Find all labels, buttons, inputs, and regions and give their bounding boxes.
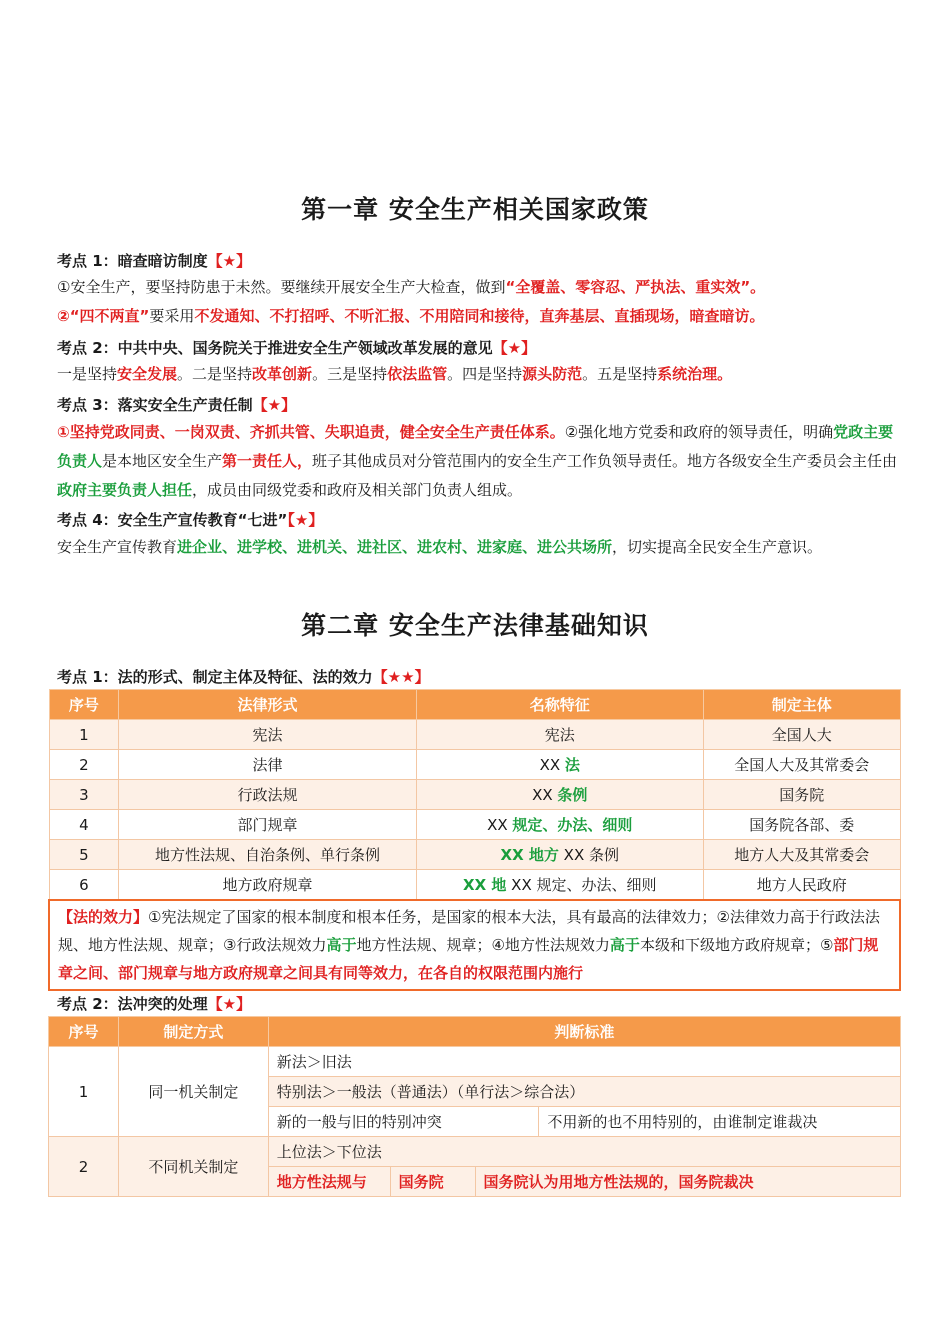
row-number: 2 [49, 1137, 119, 1197]
name-feature [416, 840, 703, 870]
feature-text: XX 条例 [558, 846, 619, 864]
law-conflict-table [48, 1016, 901, 1197]
kp2-text-1: 一是坚持 [57, 365, 118, 383]
table-header-row [49, 1017, 901, 1047]
kp3-heading [57, 394, 296, 415]
kp3-green-2: 政府主要负责人担任 [57, 481, 193, 499]
criterion: 新的一般与旧的特别冲突 [268, 1107, 539, 1137]
table-row [49, 810, 900, 840]
ch2-kp2-heading-text: 考点 2：法冲突的处理 [57, 995, 208, 1013]
kp2-highlight-5: 系统治理。 [657, 365, 733, 383]
note-green-1: 高于 [326, 936, 357, 954]
row-number: 5 [49, 840, 119, 870]
kp4-line [57, 533, 897, 562]
kp3-text-1: ②强化地方党委和政府的领导责任，明确 [564, 423, 834, 441]
enacting-body: 地方人大及其常委会 [703, 840, 900, 870]
enacting-body: 全国人大及其常委会 [703, 750, 900, 780]
name-feature [416, 720, 703, 750]
kp2-text-2: 。二是坚持 [177, 365, 253, 383]
kp4-heading [57, 509, 323, 530]
kp3-paragraph [57, 418, 902, 505]
kp1-heading [57, 250, 251, 271]
table-header: 序号 [49, 1017, 119, 1047]
kp3-text-2: 是本地区安全生产 [102, 452, 223, 470]
table-header: 序号 [49, 690, 119, 720]
note-text-1: ①宪法规定了国家的根本制度和根本任务，是国家的根本大法，具有最高的法律效力；②法律效力高于行政法法规、地方性法规、规章；③行政法规效力 [58, 908, 880, 954]
note-green-2: 高于 [609, 936, 640, 954]
row-number: 1 [49, 720, 119, 750]
feature-highlight: 条例 [557, 786, 588, 804]
kp3-heading-text: 考点 3：落实安全生产责任制 [57, 396, 253, 414]
kp1-line2-term: ②“四不两直” [57, 307, 150, 325]
note-highlight: 部门规章之间、部门规章与地方政府规章之间具有同等效力，在各自的权限范围内施行 [58, 936, 879, 982]
criterion-red: 国务院认为用地方性法规的，国务院裁决 [475, 1167, 901, 1197]
kp1-line2 [57, 302, 897, 331]
enacting-body: 全国人大 [703, 720, 900, 750]
law-forms-table [48, 689, 901, 991]
criterion-resolution: 不用新的也不用特别的，由谁制定谁裁决 [539, 1107, 901, 1137]
kp2-highlight-2: 改革创新 [252, 365, 313, 383]
kp2-text-4: 。四是坚持 [447, 365, 523, 383]
table-row [49, 750, 900, 780]
enacting-body: 地方人民政府 [703, 870, 900, 901]
legal-effect-note-row [49, 900, 900, 990]
chapter-1-title: 第一章 安全生产相关国家政策 [301, 195, 649, 224]
kp1-line1-text: ①安全生产，要坚持防患于未然。要继续开展安全生产大检查，做到 [57, 278, 506, 296]
kp1-stars: 【★】 [207, 252, 252, 270]
table-header: 法律形式 [119, 690, 416, 720]
name-feature [416, 810, 703, 840]
kp2-heading-text: 考点 2：中共中央、国务院关于推进安全生产领域改革发展的意见 [57, 339, 493, 357]
table-row [49, 870, 900, 901]
feature-highlight: XX 地 [463, 876, 507, 894]
kp2-highlight-4: 源头防范 [522, 365, 583, 383]
kp4-heading-text: 考点 4：安全生产宣传教育“七进” [57, 511, 288, 529]
law-form: 地方性法规、自治条例、单行条例 [119, 840, 416, 870]
kp3-highlight-2: 第一责任人， [222, 452, 313, 470]
note-text-2: 地方性法规、规章；④地方性法规效力 [356, 936, 610, 954]
kp1-line2-text: 要采用 [149, 307, 195, 325]
law-form: 行政法规 [119, 780, 416, 810]
criterion: 上位法＞下位法 [268, 1137, 900, 1167]
enacting-body: 国务院 [703, 780, 900, 810]
kp2-text-5: 。五是坚持 [582, 365, 658, 383]
criterion-red: 地方性法规与 [268, 1167, 390, 1197]
ch2-kp1-heading [57, 666, 430, 687]
law-form: 法律 [119, 750, 416, 780]
ch2-kp2-heading [57, 993, 251, 1014]
enacting-body: 国务院各部、委 [703, 810, 900, 840]
kp3-green-1: 党政主要负责人 [57, 423, 894, 470]
kp1-line1-highlight: “全覆盖、零容忍、严执法、重实效”。 [505, 278, 766, 296]
kp2-line [57, 360, 897, 389]
criterion: 特别法＞一般法（普通法）（单行法＞综合法） [268, 1077, 900, 1107]
row-number: 6 [49, 870, 119, 901]
name-feature [416, 750, 703, 780]
kp2-text-3: 。三是坚持 [312, 365, 388, 383]
table-row [49, 780, 900, 810]
kp3-stars: 【★】 [252, 396, 297, 414]
kp2-heading [57, 337, 536, 358]
feature-highlight: XX 地方 [500, 846, 559, 864]
kp4-green: 进企业、进学校、进机关、进社区、进农村、进家庭、进公共场所 [177, 538, 613, 556]
feature-highlight: 规定、办法、细则 [512, 816, 633, 834]
feature-text: XX [487, 816, 513, 834]
kp3-highlight-1: ①坚持党政同责、一岗双责、齐抓共管、失职追责，健全安全生产责任体系。 [57, 423, 565, 441]
row-number: 1 [49, 1047, 119, 1137]
row-number: 4 [49, 810, 119, 840]
kp1-heading-text: 考点 1：暗查暗访制度 [57, 252, 208, 270]
kp2-highlight-1: 安全发展 [117, 365, 178, 383]
table-row [49, 1047, 901, 1077]
kp4-text-2: ，切实提高全民安全生产意识。 [612, 538, 823, 556]
kp3-text-3: 班子其他成员对分管范围内的安全生产工作负领导责任。地方各级安全生产委员会主任由 [312, 452, 898, 470]
kp4-text-1: 安全生产宣传教育 [57, 538, 178, 556]
ch2-kp2-stars: 【★】 [207, 995, 252, 1013]
name-feature [416, 780, 703, 810]
table-row [49, 720, 900, 750]
kp1-line2-highlight: 不发通知、不打招呼、不听汇报、不用陪同和接待，直奔基层、直插现场，暗查暗访。 [194, 307, 765, 325]
chapter-2-title: 第二章 安全生产法律基础知识 [301, 611, 649, 640]
kp2-highlight-3: 依法监管 [387, 365, 448, 383]
ch2-kp1-stars: 【★★】 [372, 668, 430, 686]
table-header-row [49, 690, 900, 720]
kp4-stars: 【★】 [287, 511, 324, 529]
row-number: 3 [49, 780, 119, 810]
table-header: 名称特征 [416, 690, 703, 720]
table-row [49, 1137, 901, 1167]
legal-effect-note [49, 900, 900, 990]
note-text-3: 本级和下级地方政府规章；⑤ [639, 936, 834, 954]
enact-method: 同一机关制定 [118, 1047, 268, 1137]
table-header: 判断标准 [268, 1017, 900, 1047]
kp1-line1 [57, 273, 897, 302]
feature-text: 宪法 [544, 726, 575, 744]
kp2-stars: 【★】 [492, 339, 537, 357]
table-row [49, 840, 900, 870]
criterion-red: 国务院 [390, 1167, 475, 1197]
feature-text: XX [532, 786, 558, 804]
feature-highlight: 法 [564, 756, 580, 774]
ch2-kp1-heading-text: 考点 1：法的形式、制定主体及特征、法的效力 [57, 668, 373, 686]
law-form: 宪法 [119, 720, 416, 750]
table-header: 制定主体 [703, 690, 900, 720]
name-feature [416, 870, 703, 901]
kp3-text-4: ，成员由同级党委和政府及相关部门负责人组成。 [192, 481, 523, 499]
law-form: 地方政府规章 [119, 870, 416, 901]
feature-text: XX 规定、办法、细则 [506, 876, 657, 894]
table-header: 制定方式 [118, 1017, 268, 1047]
row-number: 2 [49, 750, 119, 780]
note-label: 【法的效力】 [58, 908, 149, 926]
enact-method: 不同机关制定 [118, 1137, 268, 1197]
feature-text: XX [539, 756, 565, 774]
criterion: 新法＞旧法 [268, 1047, 900, 1077]
law-form: 部门规章 [119, 810, 416, 840]
